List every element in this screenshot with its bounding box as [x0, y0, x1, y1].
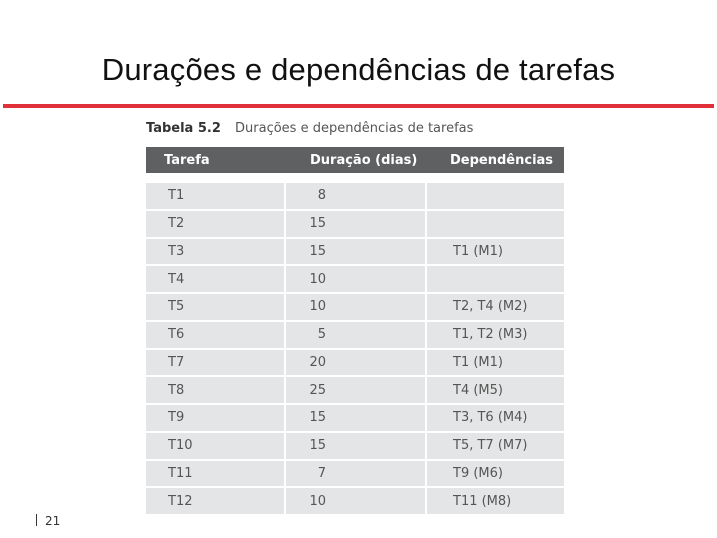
- cell-deps: [427, 183, 564, 209]
- table-body: [146, 183, 564, 514]
- header-dependencias: Dependências: [450, 152, 554, 168]
- cell-task: T7: [146, 350, 284, 376]
- cell-duration: 10: [286, 294, 425, 320]
- page-number-divider: [36, 514, 37, 526]
- cell-task: T12: [146, 488, 284, 514]
- cell-deps: T3, T6 (M4): [427, 405, 564, 431]
- table-row: [146, 488, 564, 514]
- cell-deps: [427, 211, 564, 237]
- task-table: [146, 147, 564, 514]
- cell-task: T6: [146, 322, 284, 348]
- table-header-row: [146, 147, 564, 173]
- table-row: [146, 183, 564, 209]
- cell-deps: T5, T7 (M7): [427, 433, 564, 459]
- page-number: [36, 514, 60, 528]
- cell-task: T1: [146, 183, 284, 209]
- table-row: [146, 322, 564, 348]
- cell-duration: 5: [286, 322, 425, 348]
- cell-deps: T1 (M1): [427, 239, 564, 265]
- cell-task: T9: [146, 405, 284, 431]
- table-row: [146, 294, 564, 320]
- table-caption: [146, 121, 473, 136]
- title-underline: [3, 104, 714, 108]
- page-number-text: 21: [45, 514, 61, 528]
- table-row: [146, 433, 564, 459]
- cell-deps: T11 (M8): [427, 488, 564, 514]
- cell-duration: 25: [286, 377, 425, 403]
- cell-duration: 7: [286, 461, 425, 487]
- cell-deps: T4 (M5): [427, 377, 564, 403]
- table-row: [146, 461, 564, 487]
- cell-deps: [427, 266, 564, 292]
- cell-duration: 15: [286, 433, 425, 459]
- cell-duration: 20: [286, 350, 425, 376]
- table-row: [146, 405, 564, 431]
- table-row: [146, 239, 564, 265]
- cell-deps: T1 (M1): [427, 350, 564, 376]
- cell-deps: T9 (M6): [427, 461, 564, 487]
- cell-duration: 8: [286, 183, 425, 209]
- cell-task: T8: [146, 377, 284, 403]
- cell-task: T5: [146, 294, 284, 320]
- table-row: [146, 350, 564, 376]
- cell-task: T2: [146, 211, 284, 237]
- header-tarefa: Tarefa: [164, 152, 210, 168]
- header-duracao: Duração (dias): [310, 152, 418, 168]
- cell-task: T10: [146, 433, 284, 459]
- cell-deps: T2, T4 (M2): [427, 294, 564, 320]
- table-caption-label: Tabela 5.2: [146, 121, 221, 136]
- table-row: [146, 377, 564, 403]
- cell-duration: 15: [286, 405, 425, 431]
- table-caption-text: Durações e dependências de tarefas: [235, 121, 474, 136]
- slide-title: Durações e dependências de tarefas: [101, 52, 616, 87]
- cell-duration: 10: [286, 266, 425, 292]
- cell-duration: 15: [286, 239, 425, 265]
- cell-task: T4: [146, 266, 284, 292]
- cell-task: T11: [146, 461, 284, 487]
- cell-deps: T1, T2 (M3): [427, 322, 564, 348]
- table-row: [146, 266, 564, 292]
- cell-task: T3: [146, 239, 284, 265]
- table-row: [146, 211, 564, 237]
- cell-duration: 10: [286, 488, 425, 514]
- cell-duration: 15: [286, 211, 425, 237]
